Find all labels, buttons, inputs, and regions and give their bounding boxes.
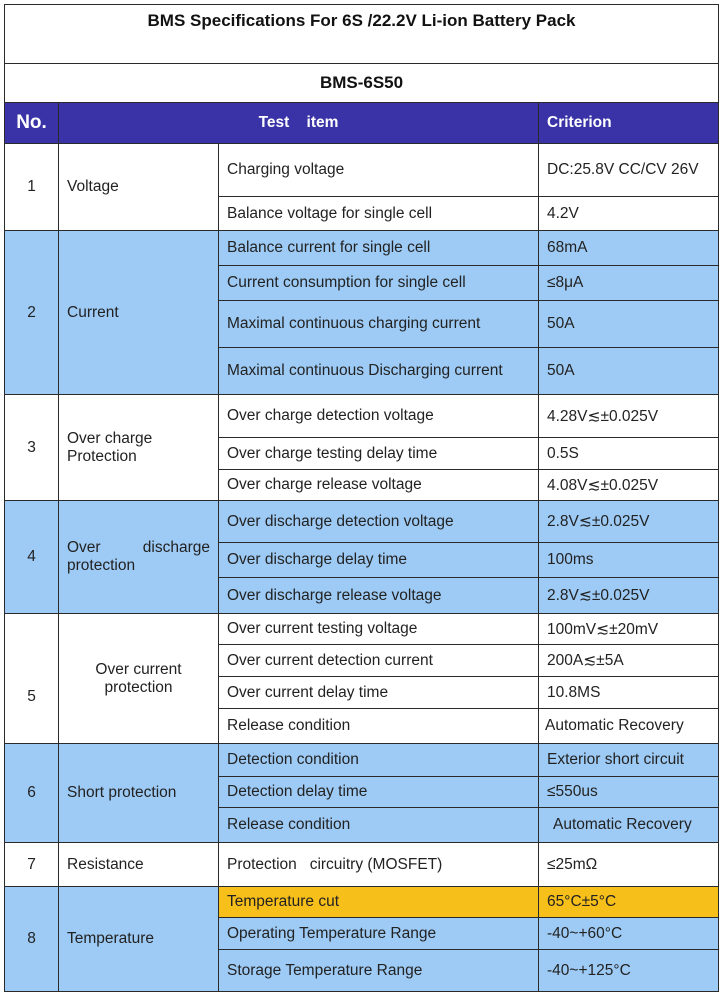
criterion: 100ms [539, 543, 719, 578]
test-item: Over charge testing delay time [219, 438, 539, 470]
header-criterion: Criterion [539, 103, 719, 144]
group-category: Voltage [59, 144, 219, 231]
test-item: Protection circuitry (MOSFET) [219, 843, 539, 887]
test-item: Over discharge detection voltage [219, 501, 539, 543]
group-category: Over discharge protection [59, 501, 219, 614]
test-item: Maximal continuous charging current [219, 301, 539, 348]
criterion: 4.08V≲±0.025V [539, 470, 719, 501]
test-item: Maximal continuous Discharging current [219, 348, 539, 395]
criterion: 10.8MS [539, 677, 719, 709]
criterion: 68mA [539, 231, 719, 266]
criterion: -40~+125°C [539, 950, 719, 992]
group-category: Current [59, 231, 219, 395]
criterion: Automatic Recovery [539, 808, 719, 843]
header-test-item: Test item [59, 103, 539, 144]
criterion: Automatic Recovery [539, 709, 719, 744]
spec-sheet [4, 4, 718, 992]
group-number: 6 [5, 744, 59, 843]
test-item: Over charge detection voltage [219, 395, 539, 438]
table-row [5, 614, 719, 645]
group-category: Over current protection [59, 614, 219, 744]
test-item: Release condition [219, 808, 539, 843]
table-row [5, 144, 719, 197]
criterion-highlighted: 65°C±5°C [539, 887, 719, 918]
criterion: 100mV≲±20mV [539, 614, 719, 645]
criterion: Exterior short circuit [539, 744, 719, 777]
test-item: Detection condition [219, 744, 539, 777]
test-item: Detection delay time [219, 777, 539, 808]
group-number: 7 [5, 843, 59, 887]
criterion: -40~+60°C [539, 918, 719, 950]
test-item: Over discharge release voltage [219, 578, 539, 614]
criterion: 50A [539, 301, 719, 348]
group-number: 2 [5, 231, 59, 395]
table-row [5, 231, 719, 266]
criterion: ≤550us [539, 777, 719, 808]
test-item: Over current delay time [219, 677, 539, 709]
test-item: Current consumption for single cell [219, 266, 539, 301]
test-item: Release condition [219, 709, 539, 744]
criterion: 0.5S [539, 438, 719, 470]
table-row [5, 395, 719, 438]
header-no: No. [5, 103, 59, 144]
criterion: 4.2V [539, 197, 719, 231]
group-category: Temperature [59, 887, 219, 992]
test-item: Over current testing voltage [219, 614, 539, 645]
test-item: Balance current for single cell [219, 231, 539, 266]
criterion: DC:25.8V CC/CV 26V [539, 144, 719, 197]
group-number: 1 [5, 144, 59, 231]
table-row [5, 501, 719, 543]
document-title: BMS Specifications For 6S /22.2V Li-ion Battery Pack [5, 5, 719, 64]
table-row [5, 744, 719, 777]
test-item: Charging voltage [219, 144, 539, 197]
test-item: Over current detection current [219, 645, 539, 677]
criterion: 2.8V≲±0.025V [539, 501, 719, 543]
criterion: 200A≲±5A [539, 645, 719, 677]
group-number: 8 [5, 887, 59, 992]
test-item: Balance voltage for single cell [219, 197, 539, 231]
test-item: Over discharge delay time [219, 543, 539, 578]
group-number: 5 [5, 614, 59, 744]
model-name: BMS-6S50 [5, 64, 719, 103]
criterion: ≤8μA [539, 266, 719, 301]
table-row [5, 887, 719, 918]
group-number: 4 [5, 501, 59, 614]
spec-table [4, 4, 719, 992]
group-number: 3 [5, 395, 59, 501]
table-row [5, 843, 719, 887]
test-item: Storage Temperature Range [219, 950, 539, 992]
criterion: 2.8V≲±0.025V [539, 578, 719, 614]
test-item: Operating Temperature Range [219, 918, 539, 950]
group-category: Resistance [59, 843, 219, 887]
group-category: Short protection [59, 744, 219, 843]
group-category: Over charge Protection [59, 395, 219, 501]
criterion: 4.28V≲±0.025V [539, 395, 719, 438]
test-item-highlighted: Temperature cut [219, 887, 539, 918]
criterion: 50A [539, 348, 719, 395]
test-item: Over charge release voltage [219, 470, 539, 501]
criterion: ≤25mΩ [539, 843, 719, 887]
